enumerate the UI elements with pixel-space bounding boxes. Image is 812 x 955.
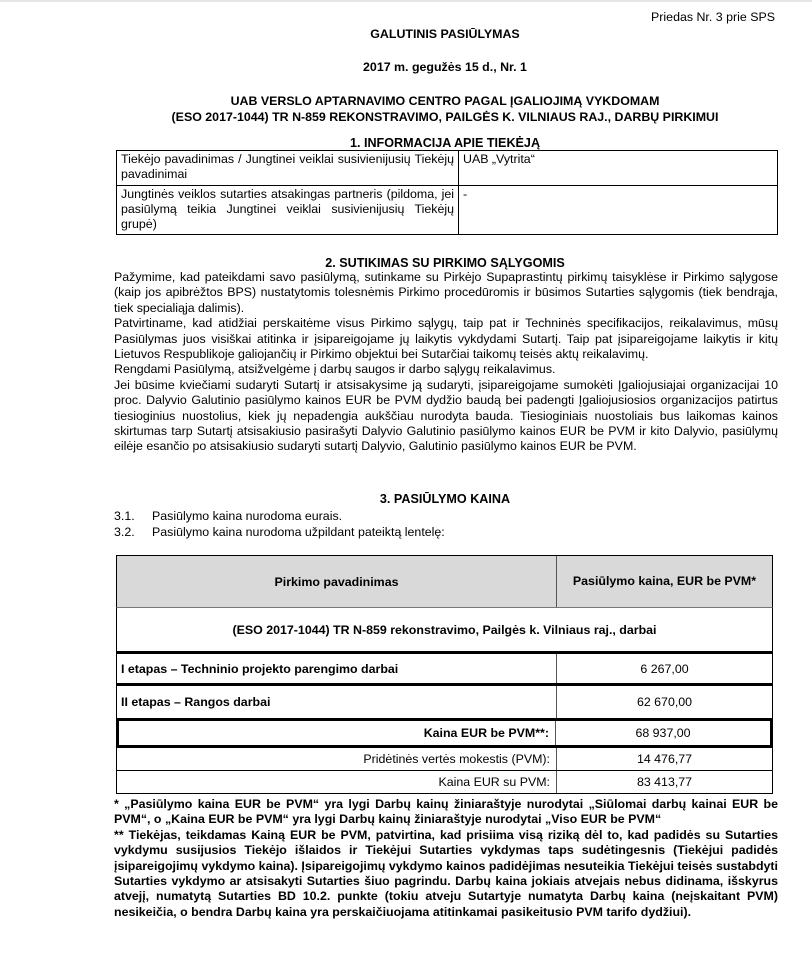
supplier-name-value: UAB „Vytrita“ bbox=[459, 151, 778, 186]
addressee-line-1: UAB VERSLO APTARNAVIMO CENTRO PAGAL ĮGALIOJIMĄ VYKDOMAM bbox=[230, 94, 660, 108]
price-table bbox=[116, 555, 773, 794]
stage-price: 62 670,00 bbox=[636, 695, 693, 709]
vat-value: 14 476,77 bbox=[636, 752, 693, 766]
supplier-name-label: Tiekėjo pavadinimas / Jungtinei veiklai susivienijusių Tiekėjų pavadinimai bbox=[117, 151, 459, 186]
paragraph: Pažymime, kad pateikdami savo pasiūlymą, sutinkame su Pirkėjo Supaprastintų pirkimų taisyklėse ir Pirkimo sąlygose (kaip jos apibrėžtos BPS) nustatytomis tolesnėmis Pirkimo procedūromis ir būsimos Sutarties sąlygomis (tiek bendrąja, tiek specialiąja dalimis). bbox=[114, 270, 778, 315]
footnote: * „Pasiūlymo kaina EUR be PVM“ yra lygi Darbų kainų žiniaraštyje nurodytai „Siūlomai darbų kainai EUR be PVM“, o „Kaina EUR be PVM“ yra lygi Darbų kainų žiniaraštyje nurodytai „Viso EUR be PVM“ bbox=[114, 797, 778, 827]
header-offer-price: Pasiūlymo kaina, EUR be PVM* bbox=[572, 574, 757, 588]
paragraph: Jei būsime kviečiami sudaryti Sutartį ir atsisakysime ją sudaryti, įsipareigojame sumokėti Įgaliojusiajai organizacijai 10 proc. Dalyvio Galutinio pasiūlymo kainos EUR be PVM dydžio baudą bei padengti Įgaliojusiosios organizacijos patirtus tiesioginius nuostolius, kiek jų nepadengia aukščiau nurodyta bauda. Tiesioginiais nuostoliais bus laikomas kainos skirtumas tarp Sutartį atsisakiusio pasirašyti Dalyvio Galutinio pasiūlymo kainos EUR be PVM ir kito Dalyvio, pasiūlymų eilėje esančio po atsisakiusio sudaryti sutartį Dalyvio, Galutinio pasiūlymo kainos EUR be PVM. bbox=[114, 377, 778, 454]
total-ex-vat-row bbox=[116, 718, 773, 748]
document-date: 2017 m. gegužės 15 d., Nr. 1 bbox=[363, 60, 527, 74]
paragraph: Rengdami Pasiūlymą, atsižvelgėme į darbų saugos ir darbo sąlygų reikalavimus. bbox=[114, 362, 556, 377]
section-3-heading: 3. PASIŪLYMO KAINA bbox=[379, 492, 511, 506]
stage-name: I etapas – Techninio projekto parengimo darbai bbox=[117, 654, 557, 683]
total-ex-vat-value: 68 937,00 bbox=[635, 726, 691, 740]
total-inc-vat-value: 83 413,77 bbox=[636, 775, 693, 789]
list-item-number: 3.2. bbox=[114, 525, 135, 539]
list-item bbox=[114, 508, 445, 524]
procurement-subtitle: (ESO 2017-1044) TR N-859 rekonstravimo, Pailgės k. Vilniaus raj., darbai bbox=[232, 622, 657, 637]
header-procurement-name: Pirkimo pavadinimas bbox=[117, 556, 557, 607]
stage-price: 6 267,00 bbox=[640, 661, 689, 676]
price-instructions-list bbox=[114, 508, 445, 540]
footnote: ** Tiekėjas, teikdamas Kainą EUR be PVM, patvirtina, kad prisiima visą riziką dėl to, kad padidės su Sutarties vykdymu susijusios Tiekėjo išlaidos ir Tiekėjui Sutarties vykdymas taps sudėtingesnis (Tiekėjui padidės įsipareigojimų vykdymo kaina). Įsipareigojimų vykdymo kainos padidėjimas nesuteikia Tiekėjui teisės sustabdyti Sutarties vykdymo ar atsisakyti Sutarties šiuo pagrindu. Darbų kaina jokiais atvejais nebus didinama, išskyrus atvejį, numatytą Sutarties BD 10.2. punkte (tokiu atveju Sutartyje numatyta Darbų kaina (neįskaitant PVM) nesikeičia, o bendra Darbų kaina yra perskaičiuojama atitinkamai pasikeitusio PVM tarifo dydžiui). bbox=[114, 827, 778, 919]
addressee-line-2: (ESO 2017-1044) TR N-859 REKONSTRAVIMO, PAILGĖS K. VILNIAUS RAJ., DARBŲ PIRKIMUI bbox=[171, 110, 719, 124]
list-item-number: 3.1. bbox=[114, 509, 135, 523]
paragraph: Patvirtiname, kad atidžiai perskaitėme visus Pirkimo sąlygų, taip pat ir Techninės specifikacijos, reikalavimus, mūsų Pasiūlymas juos visiškai atitinka ir įsipareigojame jų laikytis vykdydami Sutartį. Taip pat įsipareigojame laikytis ir kitų Lietuvos Respublikoje galiojančių ir Pirkimo objektui bei Sutarčiai taikomų teisės aktų reikalavimų. bbox=[114, 316, 778, 362]
section-2-heading: 2. SUTIKIMAS SU PIRKIMO SĄLYGOMIS bbox=[325, 256, 565, 270]
total-inc-vat-row bbox=[116, 771, 773, 794]
procurement-subtitle-row bbox=[116, 608, 773, 654]
partner-label: Jungtinės veiklos sutarties atsakingas partneris (pildoma, jei pasiūlymą teikia Jungtinei veiklai susivienijusių Tiekėjų grupė) bbox=[117, 186, 459, 235]
document-title: GALUTINIS PASIŪLYMAS bbox=[370, 27, 520, 41]
footnotes bbox=[114, 797, 778, 920]
table-row bbox=[117, 151, 778, 186]
consent-text bbox=[114, 270, 778, 455]
section-1-heading: 1. INFORMACIJA APIE TIEKĖJĄ bbox=[349, 136, 541, 150]
partner-value: - bbox=[459, 186, 778, 235]
vat-row bbox=[116, 748, 773, 771]
annex-label: Priedas Nr. 3 prie SPS bbox=[651, 10, 775, 24]
top-divider bbox=[0, 0, 812, 2]
table-row bbox=[117, 186, 778, 235]
table-row bbox=[116, 654, 773, 686]
addressee-block bbox=[0, 93, 812, 125]
total-ex-vat-label: Kaina EUR be PVM**: bbox=[119, 721, 556, 745]
list-item-text: Pasiūlymo kaina nurodoma eurais. bbox=[152, 509, 343, 523]
supplier-info-table bbox=[116, 150, 778, 235]
stage-name: II etapas – Rangos darbai bbox=[117, 686, 557, 718]
price-table-header bbox=[116, 555, 773, 608]
list-item bbox=[114, 524, 445, 540]
table-row bbox=[116, 686, 773, 718]
total-inc-vat-label: Kaina EUR su PVM: bbox=[117, 771, 557, 793]
list-item-text: Pasiūlymo kaina nurodoma užpildant pateiktą lentelę: bbox=[152, 525, 445, 539]
vat-label: Pridėtinės vertės mokestis (PVM): bbox=[117, 748, 557, 770]
